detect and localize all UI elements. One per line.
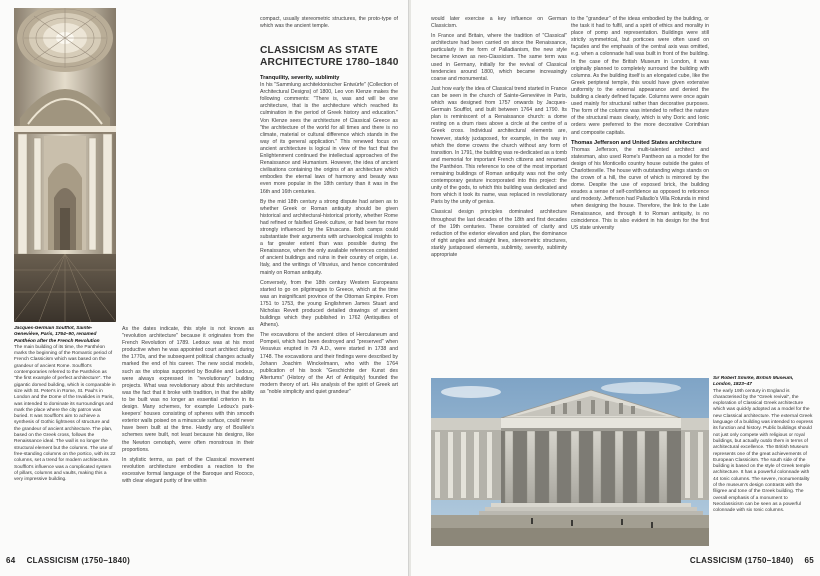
pantheon-interior-illustration	[14, 8, 116, 322]
right-column2-text	[571, 16, 709, 372]
pantheon-interior-photo	[14, 8, 116, 322]
left-column2-text	[260, 75, 398, 552]
left-col2-paragraph: Conversely, from the 18th century Western Europeans started to go on pilgrimages to Greece, which at the time was an insignificant province of the Ottoman Empire. From 1751 to 1753, the young Englishmen James Stuart and Nicholas Revett produced detailed drawings of ancient buildings which they published in 1762 (Antiquities of Athens).	[260, 279, 398, 329]
left-running-title: CLASSICISM (1750–1840)	[26, 556, 131, 565]
british-museum-caption-text: The early 19th century in England is characterised by the "Greek revival", the exploration of Classical Greek architecture which was quickly adopted as a model for the new Classical architecture. The external Greek language of a building was intended to express its function and history. Public buildings should not just only compete with religious or royal buildings, but actually outdo them in terms of architectural excellence. The British Museum represents one of the great achievements of European Classicism. The south side of the building is based on the style of Greek temple architecture. It has a powerful colonnade with 44 Ionic columns. The severe, monumentality of the museum's design contrasts with the filigree and tone of the Greek building. The overall emphasis of a monument to Neoclassicism can be seen as a powerful colonnade with six Ionic columns.	[713, 388, 813, 514]
left-page	[0, 0, 409, 576]
left-page-number: 64	[6, 556, 16, 565]
left-col2-paragraph: By the mid 18th century a strong dispute had arisen as to whether Greek or Roman antiquity should be given historical and architectural-historical priority, whether Rome had refined or falsified Greek culture, or had been far more strongly influenced by the Etruscans. Both camps could substantiate their arguments with archaeological insights to a far greater extent than was possible during the Renaissance, when the only available references consisted of ancient buildings and ruins in their country of origin, i.e. Italy, and the writings of Vitruvius, and hence concentrated mainly on Roman antiquity.	[260, 198, 398, 276]
right-col1-paragraph: Classical design principles dominated architecture throughout the last decades of the 18th and first decades of the 19th centuries. These consisted of clarity and reduction of the exterior elevation and plan, the dominance of right angles and straight lines, stereometric structures, starkly juxtaposed elements, sublimity, severity, sublimity appropriate	[431, 209, 567, 258]
right-col1-paragraph: In France and Britain, where the tradition of "Classical" architecture had been carried on since the Renaissance, particularly in the form of Palladianism, the new style became known as neo-Classicism. The same term was used in Germany, initially for the revival of Classical tendencies around 1800, which became increasingly coarse and monumental.	[431, 33, 567, 82]
right-running-title: CLASSICISM (1750–1840)	[689, 556, 794, 565]
jefferson-paragraph: Thomas Jefferson, the multi-talented architect and statesman, also used Rome's Pantheon as a model for the design of his Monticello country house outside the gates of Charlottesville. The house with outstanding wings stands on the crown of a hill, the curve of which is mirrored by the dome. Despite the use of exposed brick, the building exudes a sense of self-confidence as opposed to reticence and modesty. Jefferson had Palladio's Villa Rotunda in mind when designing the house. Therefore, the link to the Late Renaissance, and through it to Roman antiquity, is no coincidence. This is also evident in his design for the first US state university	[571, 146, 709, 231]
pantheon-caption	[14, 326, 116, 514]
right-page-number: 65	[804, 556, 814, 565]
left-footer	[6, 556, 130, 565]
british-museum-illustration	[431, 378, 709, 546]
right-col1-paragraph: would later exercise a key influence on German Classicism.	[431, 16, 567, 30]
section-heading-line1: CLASSICISM AS STATE	[260, 45, 378, 56]
pantheon-caption-title: Jacques-Germain Soufflot, Sainte-Geneviève, Paris, 1764–90, renamed Panthéon after the French Revolution	[14, 326, 100, 344]
left-column1-text	[122, 326, 254, 552]
british-museum-caption	[713, 376, 813, 552]
right-page	[411, 0, 820, 576]
jefferson-heading: Thomas Jefferson and United States architecture	[571, 139, 702, 146]
section-heading	[260, 45, 400, 69]
section-subheading: Tranquility, severity, sublimity	[260, 75, 340, 81]
section-heading-line2: ARCHITECTURE 1780–1840	[260, 57, 399, 68]
right-col2-paragraph: to the "grandeur" of the ideas embodied by the building, or the task it had to fulfil, and a spirit of ethics and morality in place of pomp and representation. Buildings were still strictly symmetrical, but porticoes were often used on façades and the emphasis of the central axis was omitted, e.g. when a colonnade hall was built in front of the building. In the case of the British Museum in London, it was originally planned to completely surround the building with columns. As the building itself is an elongated cube, like the Greek peripteral temple, this would have given extensive uniformity to the external appearance and denied the building a clearly defined façade. Columns were once again used mainly for structural rather than decorative purposes. The form of the columns was intended to reflect the nature of the structural mass clearly, which is why Doric and Ionic orders were preferred to the more decorative Corinthian and composite capitals.	[571, 16, 709, 136]
british-museum-caption-title: Sir Robert Smirke, British Museum, London, 1823–47	[713, 376, 794, 388]
left-col2-paragraph: The excavations of the ancient cities of Herculaneum and Pompeii, which had been destroyed and "preserved" when Vesuvius erupted in 79 A.D., were started in 1738 and 1748. The excavations and their findings were described by Johann Joachim Winckelmann, who with the 1764 publication of his book "Geschichte der Kunst des Altertums" (History of the Art of Antiquity) founded the modern theory of art. His analysis of the spirit of Greek art as "noble simplicity and quiet grandeur"	[260, 332, 398, 396]
left-top-text: compact, usually stereometric structures, the proto-type of which was the ancient temple.	[260, 16, 398, 30]
left-col1-paragraph: In stylistic terms, as part of the Classical movement revolution architecture embodies a reaction to the excessive formal language of the Baroque and Rococo, with clear elegant purity of line within	[122, 456, 254, 484]
pantheon-caption-text: The main building of its time, the Panthéon marks the beginning of the Romantic period of French Classicism which was based on the grandeur of ancient Rome. Soufflot's contemporaries referred to the Panthéon as "the first example of perfect architecture". The gigantic domed building, which is comparable in size with St. Peter's in Rome, St. Paul's in London and the Dome of the Invalides in Paris, was intended to dominate its surroundings and mark the place where the city patron was buried. It was Soufflot's aim to achieve a synthesis of Gothic lightness of structure and the grandeur of ancient architecture. The plan, based on the Greek cross, follows the Renaissance ideal. The wall is no longer the structural element but the columns. The use of free-standing columns on the portico, with its 22 columns, set a trend for modern architecture. Soufflot's influence was a complicated system of pillars, columns and vaults, making this a very impressive building.	[14, 344, 116, 483]
british-museum-photo	[431, 378, 709, 546]
right-col1-paragraph: Just how early the idea of Classical trend started in France can be seen in the church of Sainte-Geneviève in Paris, which was designed from 1757 onwards by Jacques-Germain Soufflot, and built between 1764 and 1790. Its plan is reminiscent of a Renaissance church: a dome resting on a drum rises above a circle at the centre of a Greek cross. Individual architectural elements are, however, starkly juxtaposed, for example, in the way in which the dome crowns the church without any form of transition. In 1791, the building was re-dedicated as a tomb and memorial for important French citizens and renamed the Panthéon. This reference to one of the most important remaining buildings of Roman antiquity was not the only contemporary gesture incorporated into this project: the unity of the gods, to which this building was dedicated and from which it took its name, was replaced in revolutionary Paris by the unity of genius.	[431, 85, 567, 206]
right-column1-text	[431, 16, 567, 372]
right-footer	[690, 556, 814, 565]
left-col1-paragraph: As the dates indicate, this style is not known as "revolution architecture" because it originates from the French Revolution of 1789. Ledoux was at his most productive when he was appointed court architect during the 1770s, and the subsequent political changes actually marked the end of his career. The new social models, such as the utopias supported by Boullée and Ledoux, were always expressed in "revolutionary" building projects. What was revolutionary about this architecture was the fact that it broke with tradition, in that the ability to be built was no longer an essential criterion in its design. Many schemes, for example Ledoux's park-keepers' houses consisting of spheres with thin smooth exterior walls poised on a minuscule surface, could never have been built at the time. Hardly any of Boullée's schemes were built, not least because his designs, like the Newton cenotaph, were often monstrous in their proportions.	[122, 326, 254, 453]
left-col2-paragraph: In his "Sammlung architektonischer Entwürfe" (Collection of Architectural Designs) of 1800, Leo von Klenze makes the following comments: "There is, was and will be one architecture, that is the architecture which reached its culmination in the period of Greek history and education." Von Klenze sees the architecture of Classical Greece as "the architecture of the world for all times and there is no climate, material or cultural difference which stands in the way of its general application." This renewed focus on ancient architecture is logical in view of the fact that the Enlightenment continued the intellectual approaches of the Renaissance and Humanism. However, the idea of ancient civilisations containing the origins of an architecture which embodies the eternal laws of harmony and beauty was even more popular in the 18th century than it was in the 16th and 16th centuries.	[260, 82, 398, 195]
